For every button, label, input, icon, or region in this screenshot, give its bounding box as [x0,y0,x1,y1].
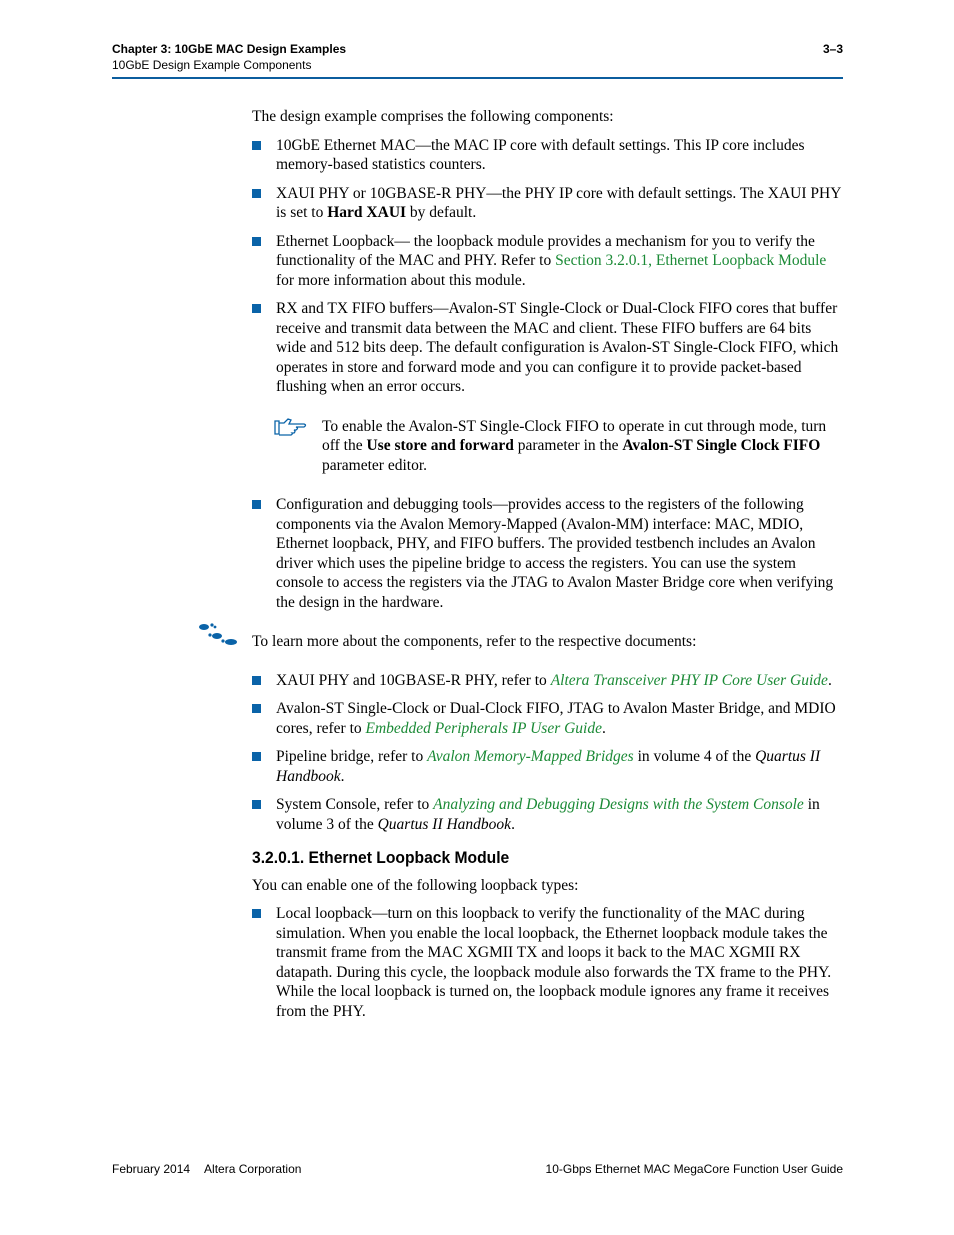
square-bullet-icon [252,141,261,150]
more-info-block [252,632,842,652]
doc-link[interactable]: Altera Transceiver PHY IP Core User Guide [550,671,828,689]
square-bullet-icon [252,500,261,509]
list-item [252,795,842,834]
item-text: . [340,767,345,785]
list-item [252,747,842,786]
note-text: parameter editor. [322,456,428,474]
square-bullet-icon [252,752,261,761]
item-text: in volume 3 of the [276,796,820,833]
square-bullet-icon [252,189,261,198]
item-text: RX and TX FIFO buffers—Avalon-ST Single-Clock or Dual-Clock FIFO cores that buffer receive and transmit data between the MAC and client. These FIFO buffers are 64 bits wide and 512 bits deep. The default configuration is Avalon-ST Single-Clock FIFO, which operates in store and forward mode and you can configure it to provide packet-based flushing when an error occurs. [276,300,839,395]
header-rule [112,77,843,79]
item-text: Pipeline bridge, refer to [276,748,428,765]
square-bullet-icon [252,909,261,918]
list-item [252,232,842,291]
doc-link[interactable]: Analyzing and Debugging Designs with the System Console [433,796,804,813]
item-text: . [827,671,832,689]
book-title: Quartus II Handbook [377,815,512,833]
item-text: 10GbE Ethernet MAC—the MAC IP core with default settings. This IP core includes memory-based statistics counters. [276,136,805,173]
footer-date: February 2014 [112,1162,191,1176]
item-text: System Console, refer to [276,796,434,813]
item-text: for more information about this module. [276,271,526,289]
footprints-icon [197,621,239,649]
list-item [252,495,842,612]
page-footer [112,1162,843,1176]
square-bullet-icon [252,800,261,809]
item-text: XAUI PHY and 10GBASE-R PHY, refer to [276,671,551,689]
item-text: XAUI PHY or 10GBASE-R PHY—the PHY IP core with default settings. The XAUI PHY is set to [276,184,841,221]
item-text: by default. [406,204,477,221]
section-heading: 3.2.0.1. Ethernet Loopback Module [252,848,510,867]
square-bullet-icon [252,676,261,685]
section-link[interactable]: Section 3.2.0.1, Ethernet Loopback Module [555,252,827,269]
square-bullet-icon [252,304,261,313]
doc-link[interactable]: Avalon Memory-Mapped Bridges [427,748,634,765]
components-intro: The design example comprises the following components: [252,108,614,125]
list-item [252,184,842,223]
page-number: 3–3 [822,42,843,56]
book-title: Quartus II Handbook [276,748,821,785]
list-item [252,904,842,1021]
list-item [252,671,842,691]
doc-link[interactable]: Embedded Peripherals IP User Guide [365,719,602,737]
item-text: Configuration and debugging tools—provides access to the registers of the following components via the Avalon Memory-Mapped (Avalon-MM) interface: MAC, MDIO, Ethernet loopback, PHY, and FIFO buffers. The provided testbench includes an Avalon driver which uses the pipeline bridge to access the registers. You can use the system console to access the registers via the JTAG to Avalon Master Bridge core when verifying the design in the hardware. [276,496,834,611]
list-item [252,136,842,175]
header-section: 10GbE Design Example Components [112,58,312,72]
item-text: Local loopback—turn on this loopback to verify the functionality of the MAC during simulation. When you enable the local loopback, the Ethernet loopback module takes the transmit frame from the MAC XGMII TX and loops it back to the MAC XGMII RX datapath. During this cycle, the loopback module also forwards the TX frame to the PHY. While the local loopback is turned on, the loopback module ignores any frame it receives from the PHY. [276,905,832,1020]
list-item [252,699,842,738]
note-text: parameter in the [513,437,623,454]
item-text: Avalon-ST Single-Clock or Dual-Clock FIFO, JTAG to Avalon Master Bridge, and MDIO cores, refer to [276,700,836,737]
footer-company: Altera Corporation [204,1162,302,1176]
more-info-text: To learn more about the components, refer to the respective documents: [252,633,697,650]
item-text: in volume 4 of the [633,748,756,765]
note-bold: Use store and forward [366,437,514,454]
page-header [112,42,843,72]
square-bullet-icon [252,704,261,713]
item-text: Ethernet Loopback— the loopback module provides a mechanism for you to verify the functionality of the MAC and PHY. Refer to [276,232,815,269]
note-text: To enable the Avalon-ST Single-Clock FIFO to operate in cut through mode, turn off the [322,417,827,454]
header-chapter: Chapter 3: 10GbE MAC Design Examples [112,42,347,56]
page-body [252,107,842,1030]
item-text: . [511,815,515,833]
square-bullet-icon [252,237,261,246]
list-item [252,299,842,397]
item-bold: Hard XAUI [327,204,407,221]
item-text: . [602,719,606,737]
footer-title: 10-Gbps Ethernet MAC MegaCore Function User Guide [545,1162,843,1176]
note-hand-icon [274,418,308,436]
section-intro: You can enable one of the following loopback types: [252,876,579,894]
note-bold: Avalon-ST Single Clock FIFO [622,437,821,454]
note-block [252,417,842,476]
